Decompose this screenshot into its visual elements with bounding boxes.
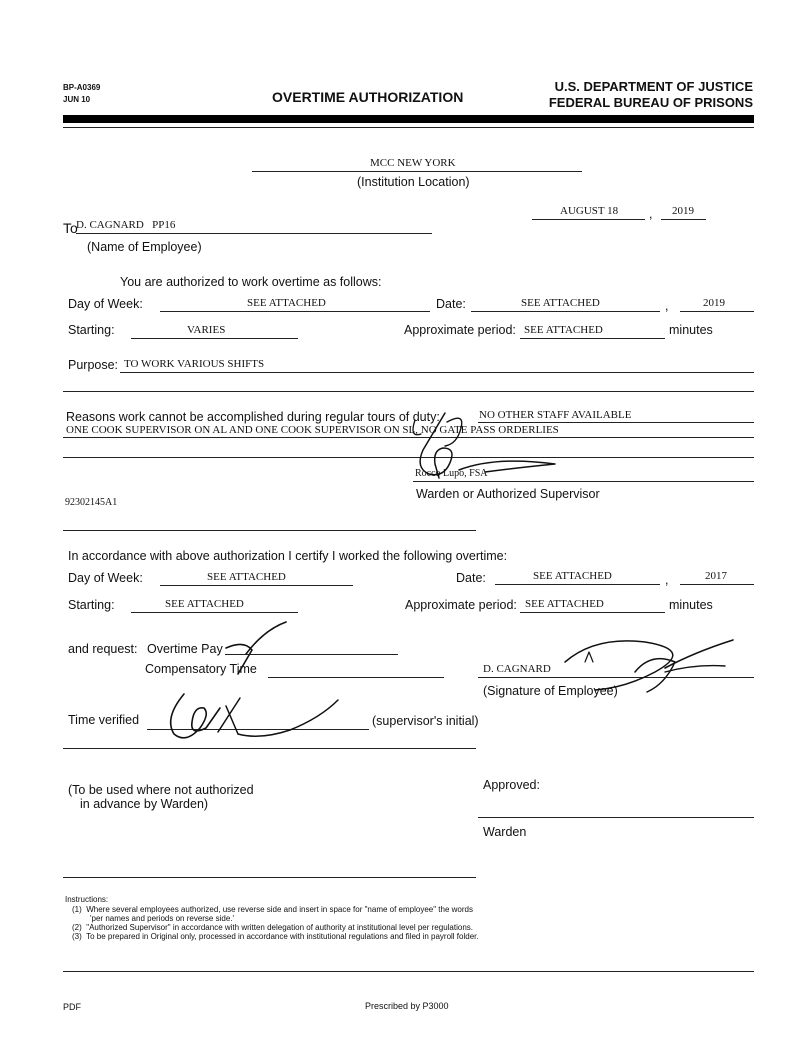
supervisor-caption: Warden or Authorized Supervisor [416,487,600,501]
approved-label: Approved: [483,778,540,792]
issue-date-value[interactable]: AUGUST 18 [560,205,619,217]
instruction-item-1: (1) Where several employees authorized, use reverse side and insert in space for "name of employee" the words [72,905,473,914]
instruction-item-3: (3) To be prepared in Original only, processed in accordance with institutional regulations and filed in payroll folder. [72,932,479,941]
auth-period-value[interactable]: SEE ATTACHED [524,324,603,336]
header-rule-thick [63,115,754,123]
form-title: OVERTIME AUTHORIZATION [272,89,464,105]
time-verified-label: Time verified [68,713,140,727]
supervisor-signature [405,408,585,488]
employee-printed-name: D. CAGNARD [483,663,551,675]
instruction-item-2: (2) "Authorized Supervisor" in accordance with written delegation of authority at institutional level per regulations. [72,923,474,932]
employee-name-value[interactable]: D. CAGNARD PP16 [76,219,176,231]
document-id: 92302145A1 [65,497,118,508]
cert-day-line [160,585,353,586]
reasons-line2-value[interactable]: ONE COOK SUPERVISOR ON AL AND ONE COOK SUPERVISOR ON SL, NO GATE PASS ORDERLIES [66,424,559,436]
auth-period-line [520,338,665,339]
cert-day-value[interactable]: SEE ATTACHED [207,571,286,583]
auth-day-line [160,311,430,312]
issue-year-value[interactable]: 2019 [672,205,694,217]
cert-year-value[interactable]: 2017 [705,570,727,582]
employee-name-line [76,233,432,234]
cert-minutes-label: minutes [669,598,713,612]
cert-day-label: Day of Week: [68,571,143,585]
issue-year-line [661,219,706,220]
auth-day-value[interactable]: SEE ATTACHED [247,297,326,309]
time-verified-caption: (supervisor's initial) [372,714,479,728]
document-id-line [63,530,476,531]
form-number: BP-A0369 [63,83,101,92]
warden-signature-line[interactable] [478,817,754,818]
issue-date-comma: , [649,207,653,221]
auth-date-comma: , [665,299,669,313]
cert-date-value[interactable]: SEE ATTACHED [533,570,612,582]
warden-label: Warden [483,825,527,839]
request-label: and request: [68,642,138,656]
cert-period-line [520,612,665,613]
footer-left: PDF [63,1002,81,1012]
purpose-label: Purpose: [68,358,119,372]
instructions-heading: Instructions: [65,895,109,904]
cert-starting-line [131,612,298,613]
auth-date-line [471,311,660,312]
cert-period-value[interactable]: SEE ATTACHED [525,598,604,610]
comp-time-line[interactable] [268,677,444,678]
overtime-pay-label: Overtime Pay [147,642,223,656]
cert-date-label: Date: [456,571,486,585]
issue-date-line [532,219,645,220]
supervisor-initial [160,688,350,748]
form-revision-date: JUN 10 [63,95,91,104]
unauthorized-line [63,877,476,878]
institution-caption: (Institution Location) [357,175,470,189]
supervisor-printed-name: Rocco Lupo, FSA [415,468,488,479]
unauthorized-note-line1: (To be used where not authorized [68,783,254,797]
auth-date-label: Date: [436,297,466,311]
auth-minutes-label: minutes [669,323,713,337]
time-verified-line-2 [63,748,476,749]
comp-time-label: Compensatory Time [145,662,257,676]
purpose-line-2 [63,391,754,392]
reasons-label: Reasons work cannot be accomplished during regular tours of duty: [66,410,440,424]
to-label: To [63,220,78,236]
header-rule-thin [63,127,754,128]
auth-year-value[interactable]: 2019 [703,297,725,309]
authorization-intro: You are authorized to work overtime as follows: [120,275,382,289]
cert-period-label: Approximate period: [405,598,517,612]
unauthorized-note-line2: in advance by Warden) [80,797,209,811]
footer-prescribed: Prescribed by P3000 [365,1001,449,1011]
employee-name-caption: (Name of Employee) [87,240,202,254]
employee-signature [555,632,745,712]
auth-date-value[interactable]: SEE ATTACHED [521,297,600,309]
certification-intro: In accordance with above authorization I certify I worked the following overtime: [68,549,508,563]
employee-signature-caption: (Signature of Employee) [483,684,618,698]
instruction-item-1-cont: 'per names and periods on reverse side.' [90,914,235,923]
auth-starting-value[interactable]: VARIES [187,324,226,336]
purpose-line [120,372,754,373]
institution-line [252,171,582,172]
cert-date-line [495,584,660,585]
cert-date-comma: , [665,573,669,587]
institution-value[interactable]: MCC NEW YORK [370,157,456,169]
auth-day-label: Day of Week: [68,297,143,311]
reasons-line1-value[interactable]: NO OTHER STAFF AVAILABLE [479,409,632,421]
auth-starting-label: Starting: [68,323,115,337]
auth-period-label: Approximate period: [404,323,516,337]
department-name: U.S. DEPARTMENT OF JUSTICE [554,79,753,94]
auth-starting-line [131,338,298,339]
auth-year-line [680,311,754,312]
cert-starting-label: Starting: [68,598,115,612]
cert-year-line [680,584,754,585]
purpose-value[interactable]: TO WORK VARIOUS SHIFTS [124,358,265,370]
cert-starting-value[interactable]: SEE ATTACHED [165,598,244,610]
footer-rule [63,971,754,972]
bureau-name: FEDERAL BUREAU OF PRISONS [548,95,753,110]
